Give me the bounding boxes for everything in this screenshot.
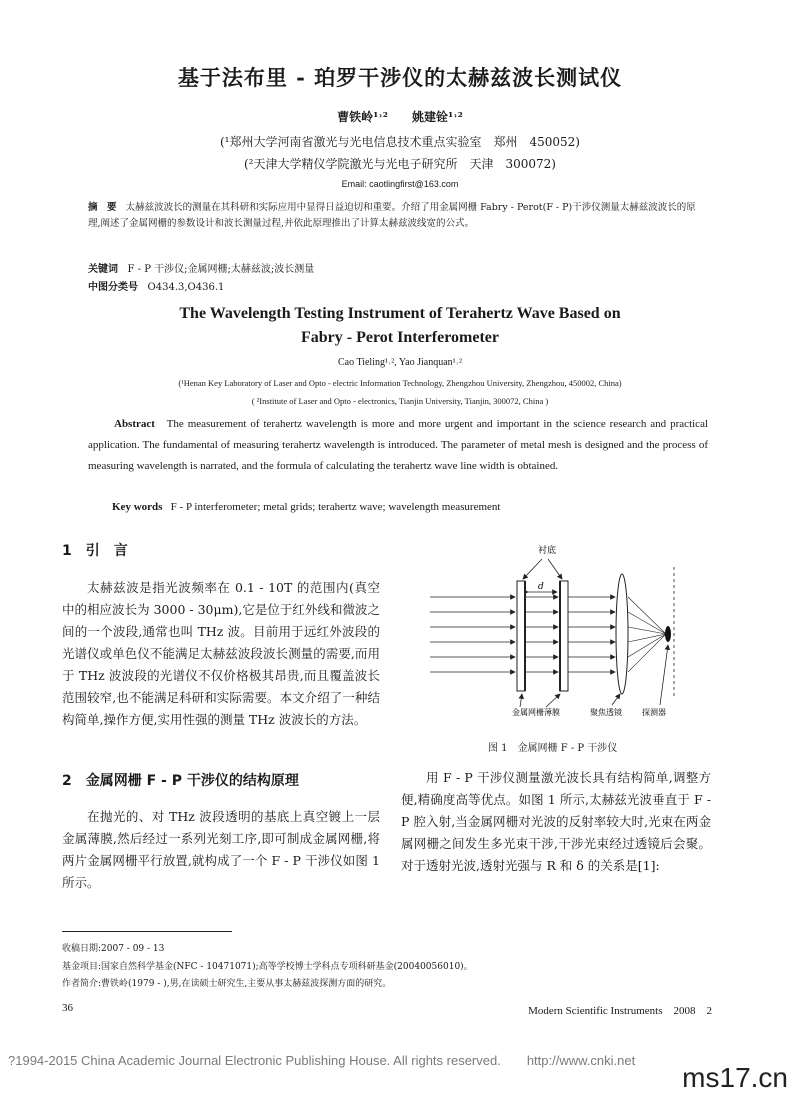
detector-arrow [660, 645, 668, 705]
affiliation-cn-2: (²天津大学精仪学院激光与光电子研究所 天津 300072) [244, 157, 556, 171]
lens-label: 聚焦透镜 [590, 708, 622, 717]
keywords-cn [88, 260, 314, 275]
section-1-body [62, 577, 380, 731]
mesh-label: 金属网栅薄膜 [512, 708, 560, 717]
classification-text: O434.3,O436.1 [147, 282, 225, 293]
page-number: 36 [62, 1002, 73, 1014]
cnki-watermark: ?1994-2015 China Academic Journal Electronic Publishing House. All rights reserved. http://www.cnki.net [8, 1053, 636, 1068]
abstract-cn-label: 摘 要 [88, 202, 117, 213]
transmitted-rays [525, 597, 615, 672]
mesh-plate-right [560, 581, 568, 691]
affiliation-cn-1: (¹郑州大学河南省激光与光电信息技术重点实验室 郑州 450052) [220, 135, 580, 149]
right-column-paragraph: 用 F - P 干涉仪测量激光波长具有结构简单,调整方便,精确度高等优点。如图 1 所示,太赫兹光波垂直于 F - P 腔入射,当金属网栅对光波的反射率较大时,光束在两金属网栅之间发生多光束干涉,干涉光束经过透镜后会聚。对于透射光波,透射光强与 R 和 δ 的关系是[1]: [401, 770, 711, 873]
substrate-label: 衬底 [538, 546, 557, 556]
keywords-en-label: Key words [112, 501, 163, 513]
brand-logo: ms17.cn [682, 1062, 788, 1093]
paper-title-en-line-1: The Wavelength Testing Instrument of Terahertz Wave Based on [179, 305, 621, 322]
mesh-arrow-right [546, 694, 560, 707]
spacing-label: d [538, 582, 544, 592]
affiliation-en-1: (¹Henan Key Laboratory of Laser and Opto - electric Information Technology, Zhengzhou University, Zhengzhou, 450002, China) [178, 378, 622, 388]
footnote-rule [62, 931, 232, 932]
footnote-received: 收稿日期:2007 - 09 - 13 [62, 944, 165, 954]
incident-rays [430, 597, 515, 672]
figure-1-caption: 图 1 金属网栅 F - P 干涉仪 [488, 743, 618, 754]
paper-title-en-line-2: Fabry - Perot Interferometer [301, 329, 499, 346]
mesh-arrow-left [520, 694, 522, 707]
section-2-heading: 2 金属网栅 F - P 干涉仪的结构原理 [62, 773, 299, 789]
abstract-cn-text: 太赫兹波波长的测量在其科研和实际应用中显得日益迫切和重要。介绍了用金属网栅 Fabry - Perot(F - P)干涉仪测量太赫兹波波长的原理,阐述了金属网栅的参数设计和波长测量过程,并依此原理推出了计算太赫兹波线宽的公式。 [88, 202, 696, 229]
keywords-en-text: F - P interferometer; metal grids; terahertz wave; wavelength measurement [170, 501, 501, 513]
email: Email: caotlingfirst@163.com [341, 179, 459, 189]
converging-rays [628, 597, 666, 672]
keywords-cn-label: 关键词 [88, 264, 118, 275]
section-2-paragraph: 在抛光的、对 THz 波段透明的基底上真空镀上一层金属薄膜,然后经过一系列光刻工序,即可制成金属网栅,将两片金属网栅平行放置,就构成了一个 F - P 干涉仪如图 1 所示。 [62, 809, 380, 890]
substrate-arrow-left [523, 559, 542, 579]
section-1-heading: 1 引 言 [62, 543, 128, 559]
keywords-en [112, 501, 500, 513]
footnote-author: 作者简介:曹铁岭(1979 - ),男,在读硕士研究生,主要从事太赫兹波探测方面的研究。 [62, 979, 392, 989]
figure-1 [420, 537, 720, 737]
abstract-en-label: Abstract [114, 418, 155, 430]
fp-interferometer-diagram [420, 537, 720, 737]
journal-footer: Modern Scientific Instruments 2008 2 [528, 1005, 712, 1017]
classification-label: 中图分类号 [88, 282, 138, 293]
footnote-funding: 基金项目:国家自然科学基金(NFC - 10471071);高等学校博士学科点专项科研基金(20040056010)。 [62, 962, 473, 972]
section-2-body [62, 806, 380, 894]
abstract-en-text: The measurement of terahertz wavelength is more and more urgent and important in the science research and practical application. The fundamental of measuring terahertz wavelength is introduced. The parameter of metal mesh is designed and the process of measuring wavelength is narrated, and the formula of calculating the terahertz wave line width is obtained. [88, 418, 709, 472]
detector [665, 626, 671, 642]
abstract-en [88, 414, 708, 477]
focusing-lens [616, 574, 628, 694]
authors-cn: 曹铁岭¹˒² 姚建铨¹˒² [337, 110, 463, 124]
affiliation-en-2: ( ²Institute of Laser and Opto - electronics, Tianjin University, Tianjin, 300072, China ) [251, 396, 549, 406]
keywords-cn-text: F - P 干涉仪;金属网栅;太赫兹波;波长测量 [127, 264, 315, 275]
detector-label: 探测器 [642, 708, 666, 717]
abstract-cn [88, 200, 704, 232]
lens-arrow [612, 694, 620, 705]
classification-number [88, 278, 224, 293]
paper-title-cn: 基于法布里 - 珀罗干涉仪的太赫兹波长测试仪 [177, 65, 623, 90]
right-column-body [401, 767, 711, 877]
substrate-arrow-right [548, 559, 562, 579]
authors-en: Cao Tieling¹˒², Yao Jianquan¹˒² [338, 357, 462, 368]
mesh-plate-left [517, 581, 525, 691]
section-1-paragraph: 太赫兹波是指光波频率在 0.1 - 10T 的范围内(真空中的相应波长为 3000 - 30μm),它是位于红外线和微波之间的一个波段,通常也叫 THz 波。目前用于远红外波段的光谱仪或单色仪不能满足太赫兹波段波长测量的需要,而用于 THz 波波段的光谱仪不仅价格极其昂贵,而且覆盖波长范围较窄,也不能满足科研和实际需要。本文介绍了一种结构简单,操作方便,实用性强的测量 THz 波波长的方法。 [62, 580, 380, 727]
